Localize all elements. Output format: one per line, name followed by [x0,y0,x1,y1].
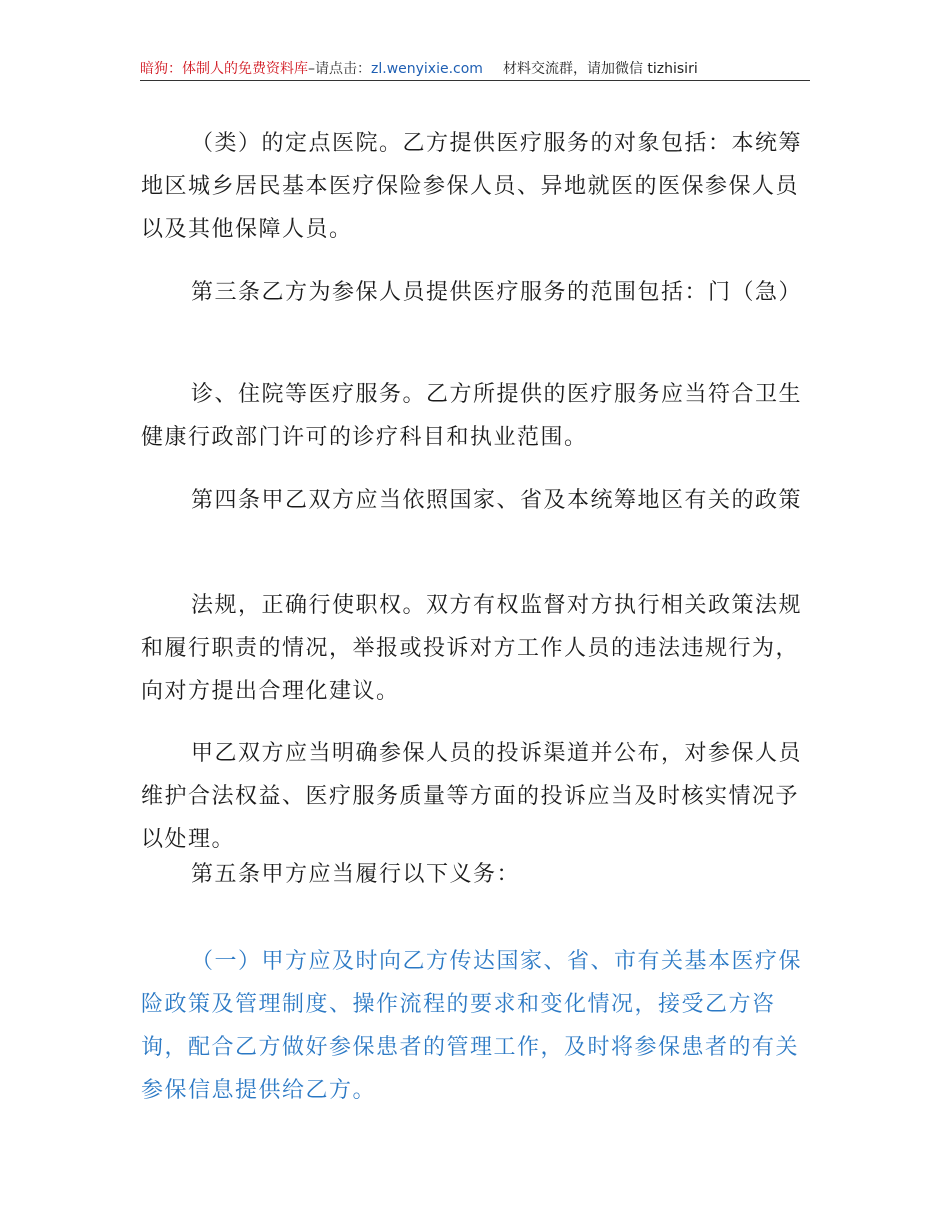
paragraph-6: 甲乙双方应当明确参保人员的投诉渠道并公布，对参保人员维护合法权益、医疗服务质量等方面的投诉应当及时核实情况予以处理。 [141,741,803,852]
header-url-link[interactable]: zl.wenyixie.com [371,61,483,77]
paragraph-8: （一）甲方应及时向乙方传达国家、省、市有关基本医疗保险政策及管理制度、操作流程的要求和变化情况，接受乙方咨询，配合乙方做好参保患者的管理工作，及时将参保患者的有关参保信息提供给乙方。 [141,949,803,1103]
paragraph-2: 第三条乙方为参保人员提供医疗服务的范围包括：门（急） [191,280,803,305]
header-prompt: –请点击： [308,61,371,77]
paragraph-1: （类）的定点医院。乙方提供医疗服务的对象包括：本统筹地区城乡居民基本医疗保险参保人员、异地就医的医保参保人员以及其他保障人员。 [141,131,803,242]
header-brand: 暗狗：体制人的免费资料库 [140,61,308,77]
header-group-info: 材料交流群，请加微信 tizhisiri [502,61,698,77]
paragraph-7: 第五条甲方应当履行以下义务： [191,862,521,887]
paragraph-3: 诊、住院等医疗服务。乙方所提供的医疗服务应当符合卫生健康行政部门许可的诊疗科目和执业范围。 [141,382,803,450]
paragraph-4: 第四条甲乙双方应当依照国家、省及本统筹地区有关的政策 [191,488,803,513]
page-header [140,58,810,81]
paragraph-5: 法规，正确行使职权。双方有权监督对方执行相关政策法规和履行职责的情况，举报或投诉对方工作人员的违法违规行为，向对方提出合理化建议。 [141,593,803,704]
